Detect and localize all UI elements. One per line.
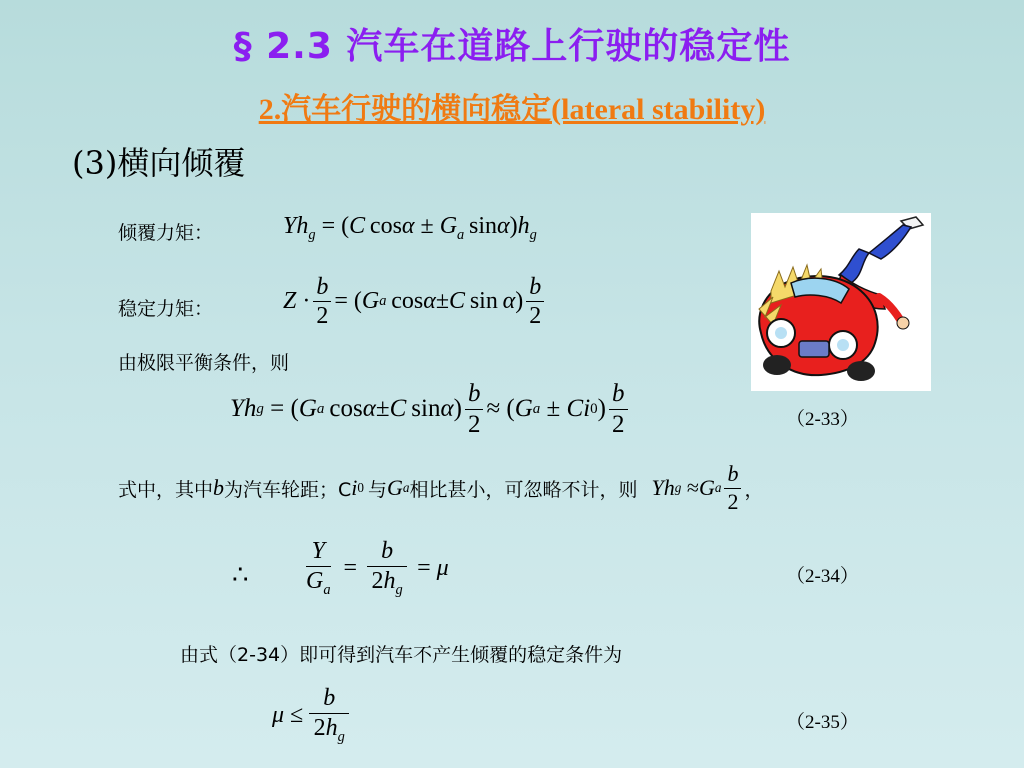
formula-2-33: Yh g = ( G a cos α ± C sin α ) $\frac{b}{2}$ ≈ ( G a ± C i 0 ) $\frac{b}{2}$ <box>230 380 631 438</box>
text-stability-condition: 由式（2-34）即可得到汽车不产生倾覆的稳定条件为 <box>180 644 623 666</box>
equation-number-2-34: （2-34） <box>786 566 859 587</box>
slide-subtitle: 2.汽车行驶的横向稳定(lateral stability) <box>258 93 766 126</box>
formula-stabilizing-moment: Z · $\frac{b}{2}$ = ( G a cos α ± C sin α ) $\frac{b}{2}$ <box>283 274 547 330</box>
section-heading: (3)横向倾覆 <box>72 144 246 182</box>
therefore-symbol: ∴ <box>232 560 249 589</box>
text-where-part2: 为汽车轮距；C <box>224 478 352 501</box>
text-where-part3: 与 <box>368 478 388 501</box>
var-b: b <box>213 475 225 500</box>
label-overturning-moment: 倾覆力矩： <box>118 222 214 244</box>
text-limit-equilibrium: 由极限平衡条件，则 <box>118 352 290 374</box>
var-i: i <box>351 475 358 500</box>
formula-overturning-moment: $Yh_g = (C$ $\cos\alpha \pm G_a$ $\sin\alpha)h_g$ <box>283 213 537 243</box>
slide-title: § 2.3 汽车在道路上行驶的稳定性 <box>233 26 791 67</box>
text-where-part4: 相比甚小，可忽略不计，则 <box>409 478 638 501</box>
overturning-car-cartoon <box>751 213 931 391</box>
equation-number-2-35: （2-35） <box>786 712 859 733</box>
equation-number-2-33: （2-33） <box>786 409 859 430</box>
text-where-explanation: 式中，其中 b 为汽车轮距；C i 0 与 G a 相比甚小，可忽略不计，则 Yh g ≈ G a $\frac{b}{2}$ ， <box>118 461 764 514</box>
text-where-part1: 式中，其中 <box>118 478 214 501</box>
label-stabilizing-moment: 稳定力矩： <box>118 298 214 320</box>
formula-2-35: μ ≤ $\frac{b}{2h_g}$ <box>272 685 352 746</box>
formula-2-34: $\frac{Y}{G_a}$ = $\frac{b}{2h_g}$ = μ <box>306 538 449 599</box>
